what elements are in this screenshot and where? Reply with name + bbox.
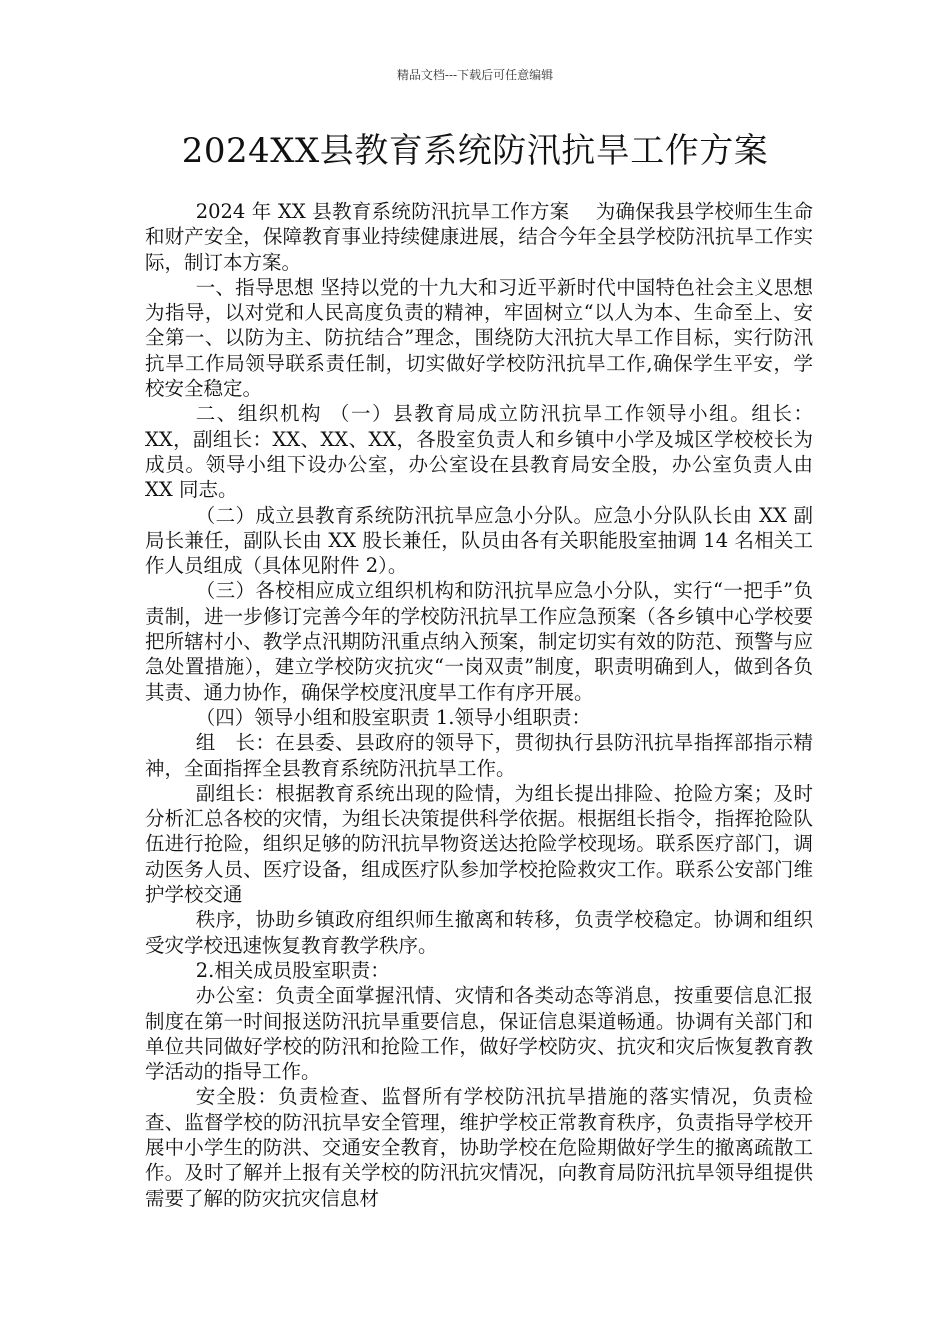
paragraph-emergency-team: （二）成立县教育系统防汛抗旱应急小分队。应急小分队队长由 XX 副局长兼任，副队长由 XX 股长兼任，队员由各有关职能股室抽调 14 名相关工作人员组成（具体见附件 2）。 [145,503,813,578]
paragraph-deputy-leader-duty-cont: 秩序，协助乡镇政府组织师生撤离和转移，负责学校稳定。协调和组织受灾学校迅速恢复教育教学秩序。 [145,908,813,957]
paragraph-office-duty: 办公室：负责全面掌握汛情、灾情和各类动态等消息，按重要信息汇报制度在第一时间报送防汛抗旱重要信息，保证信息渠道畅通。协调有关部门和单位共同做好学校的防汛和抢险工作，做好学校防灾、抗灾和灾后恢复教育教学活动的指导工作。 [145,984,813,1084]
paragraph-school-organizations: （三）各校相应成立组织机构和防汛抗旱应急小分队，实行“一把手”负责制，进一步修订完善今年的学校防汛抗旱工作应急预案（各乡镇中心学校要把所辖村小、教学点汛期防汛重点纳入预案，制定切实有效的防范、预警与应急处置措施），建立学校防灾抗灾“一岗双责”制度，职责明确到人，做到各负其责、通力协作，确保学校度汛度旱工作有序开展。 [145,579,813,704]
paragraph-intro: 2024 年 XX 县教育系统防汛抗旱工作方案 为确保我县学校师生生命和财产安全，保障教育事业持续健康进展，结合今年全县学校防汛抗旱工作实际，制订本方案。 [145,200,813,274]
paragraph-guiding-ideology: 一、指导思想 坚持以党的十九大和习近平新时代中国特色社会主义思想为指导，以对党和人民高度负责的精神，牢固树立“以人为本、生命至上、安全第一、以防为主、防抗结合”理念，围绕防大汛抗大旱工作目标，实行防汛抗旱工作局领导联系责任制，切实做好学校防汛抗旱工作,确保学生平安，学校安全稳定。 [145,275,813,401]
header-note: 精品文档---下载后可任意编辑 [396,68,554,82]
paragraph-member-duties-heading: 2.相关成员股室职责： [195,958,390,982]
paragraph-deputy-leader-duty: 副组长：根据教育系统出现的险情，为组长提出排险、抢险方案；及时分析汇总各校的灾情，为组长决策提供科学依据。根据组长指令，指挥抢险队伍进行抢险，组织足够的防汛抗旱物资送达抢险学校现场。联系医疗部门，调动医务人员、医疗设备，组成医疗队参加学校抢险救灾工作。联系公安部门维护学校交通 [145,781,813,907]
paragraph-leader-duty: 组 长：在县委、县政府的领导下，贯彻执行县防汛抗旱指挥部指示精神，全面指挥全县教育系统防汛抗旱工作。 [145,731,813,780]
paragraph-duties-heading: （四）领导小组和股室职责 1.领导小组职责： [195,705,591,729]
document-body [145,199,813,1211]
paragraph-organization: 二、组织机构 （一）县教育局成立防汛抗旱工作领导小组。组长：XX，副组长：XX、XX、XX，各股室负责人和乡镇中小学及城区学校校长为成员。领导小组下设办公室，办公室设在县教育局安全股，办公室负责人由 XX 同志。 [145,402,813,502]
document-title: 2024XX县教育系统防汛抗旱工作方案 [181,131,769,171]
paragraph-safety-section-duty: 安全股：负责检查、监督所有学校防汛抗旱措施的落实情况，负责检查、监督学校的防汛抗旱安全管理，维护学校正常教育秩序，负责指导学校开展中小学生的防洪、交通安全教育，协助学校在危险期做好学生的撤离疏散工作。及时了解并上报有关学校的防汛抗灾情况，向教育局防汛抗旱领导组提供需要了解的防灾抗灾信息材 [145,1085,813,1210]
